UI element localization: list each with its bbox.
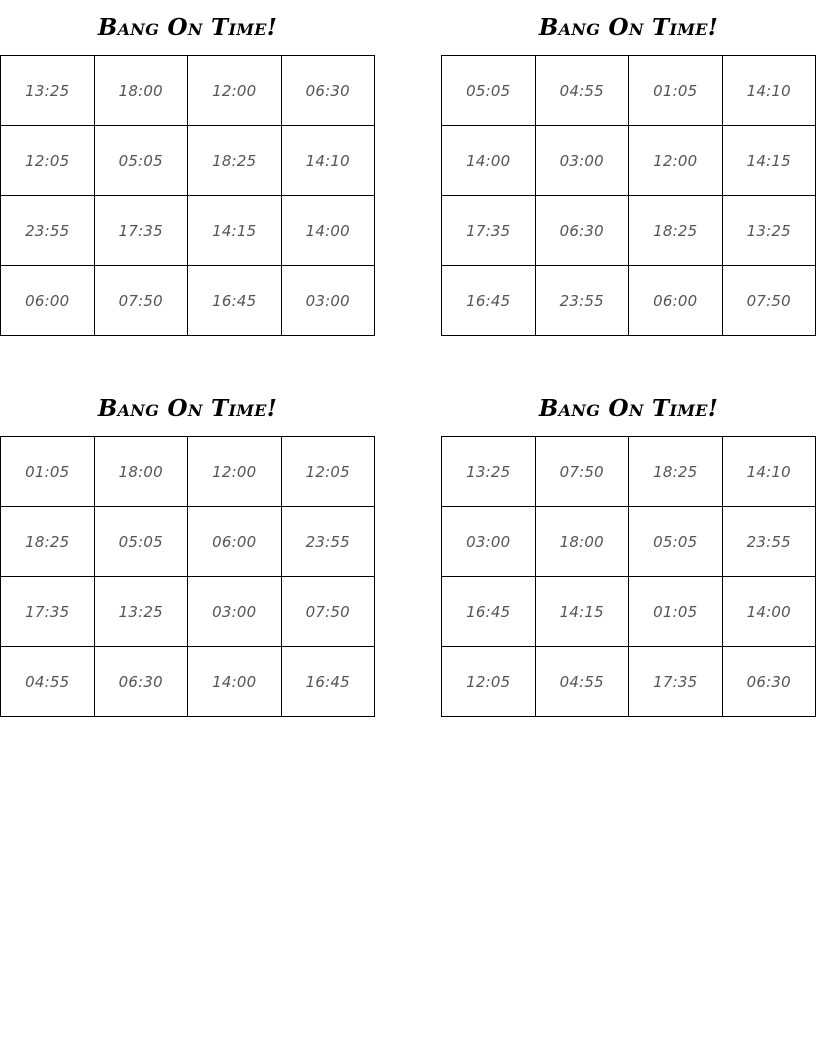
- time-cell: 04:55: [536, 647, 630, 717]
- time-cell: 07:50: [95, 266, 189, 336]
- card-title: Bang On Time!: [97, 395, 278, 422]
- time-cell: 12:05: [442, 647, 536, 717]
- time-cell: 05:05: [95, 507, 189, 577]
- time-cell: 04:55: [1, 647, 95, 717]
- card-title: Bang On Time!: [538, 14, 719, 41]
- time-cell: 12:00: [188, 437, 282, 507]
- time-cell: 13:25: [442, 437, 536, 507]
- time-cell: 06:00: [188, 507, 282, 577]
- time-cell: 18:25: [188, 126, 282, 196]
- time-cell: 03:00: [442, 507, 536, 577]
- time-cell: 03:00: [188, 577, 282, 647]
- time-cell: 01:05: [629, 56, 723, 126]
- time-cell: 07:50: [723, 266, 816, 336]
- time-cell: 14:00: [442, 126, 536, 196]
- time-cell: 14:00: [282, 196, 376, 266]
- time-cell: 18:25: [629, 196, 723, 266]
- time-cell: 05:05: [95, 126, 189, 196]
- card-title: Bang On Time!: [97, 14, 278, 41]
- bingo-card-4: [441, 381, 816, 717]
- time-cell: 16:45: [442, 266, 536, 336]
- time-cell: 14:00: [188, 647, 282, 717]
- time-grid: [441, 436, 816, 717]
- time-cell: 13:25: [95, 577, 189, 647]
- time-cell: 12:05: [1, 126, 95, 196]
- time-cell: 16:45: [282, 647, 376, 717]
- time-cell: 03:00: [536, 126, 630, 196]
- time-cell: 06:30: [723, 647, 816, 717]
- time-cell: 12:00: [629, 126, 723, 196]
- time-cell: 17:35: [629, 647, 723, 717]
- time-cell: 06:30: [536, 196, 630, 266]
- bingo-card-3: [0, 381, 375, 717]
- time-cell: 12:00: [188, 56, 282, 126]
- time-cell: 17:35: [1, 577, 95, 647]
- time-cell: 14:10: [723, 56, 816, 126]
- time-cell: 18:00: [536, 507, 630, 577]
- time-cell: 18:25: [629, 437, 723, 507]
- time-cell: 13:25: [1, 56, 95, 126]
- time-cell: 18:00: [95, 437, 189, 507]
- time-cell: 14:15: [536, 577, 630, 647]
- time-cell: 17:35: [442, 196, 536, 266]
- time-cell: 23:55: [536, 266, 630, 336]
- time-cell: 17:35: [95, 196, 189, 266]
- time-grid: [0, 55, 375, 336]
- time-cell: 14:15: [723, 126, 816, 196]
- time-cell: 01:05: [629, 577, 723, 647]
- time-cell: 18:25: [1, 507, 95, 577]
- time-cell: 05:05: [629, 507, 723, 577]
- bingo-card-2: [441, 0, 816, 336]
- time-cell: 14:10: [282, 126, 376, 196]
- time-cell: 14:00: [723, 577, 816, 647]
- time-cell: 14:15: [188, 196, 282, 266]
- time-cell: 04:55: [536, 56, 630, 126]
- time-cell: 16:45: [188, 266, 282, 336]
- time-cell: 01:05: [1, 437, 95, 507]
- time-grid: [441, 55, 816, 336]
- time-grid: [0, 436, 375, 717]
- time-cell: 23:55: [723, 507, 816, 577]
- time-cell: 07:50: [282, 577, 376, 647]
- time-cell: 23:55: [1, 196, 95, 266]
- time-cell: 03:00: [282, 266, 376, 336]
- bingo-card-1: [0, 0, 375, 336]
- time-cell: 06:00: [629, 266, 723, 336]
- time-cell: 12:05: [282, 437, 376, 507]
- time-cell: 06:30: [282, 56, 376, 126]
- time-cell: 06:30: [95, 647, 189, 717]
- time-cell: 23:55: [282, 507, 376, 577]
- card-title: Bang On Time!: [538, 395, 719, 422]
- time-cell: 05:05: [442, 56, 536, 126]
- time-cell: 13:25: [723, 196, 816, 266]
- time-cell: 18:00: [95, 56, 189, 126]
- time-cell: 16:45: [442, 577, 536, 647]
- time-cell: 14:10: [723, 437, 816, 507]
- time-cell: 07:50: [536, 437, 630, 507]
- time-cell: 06:00: [1, 266, 95, 336]
